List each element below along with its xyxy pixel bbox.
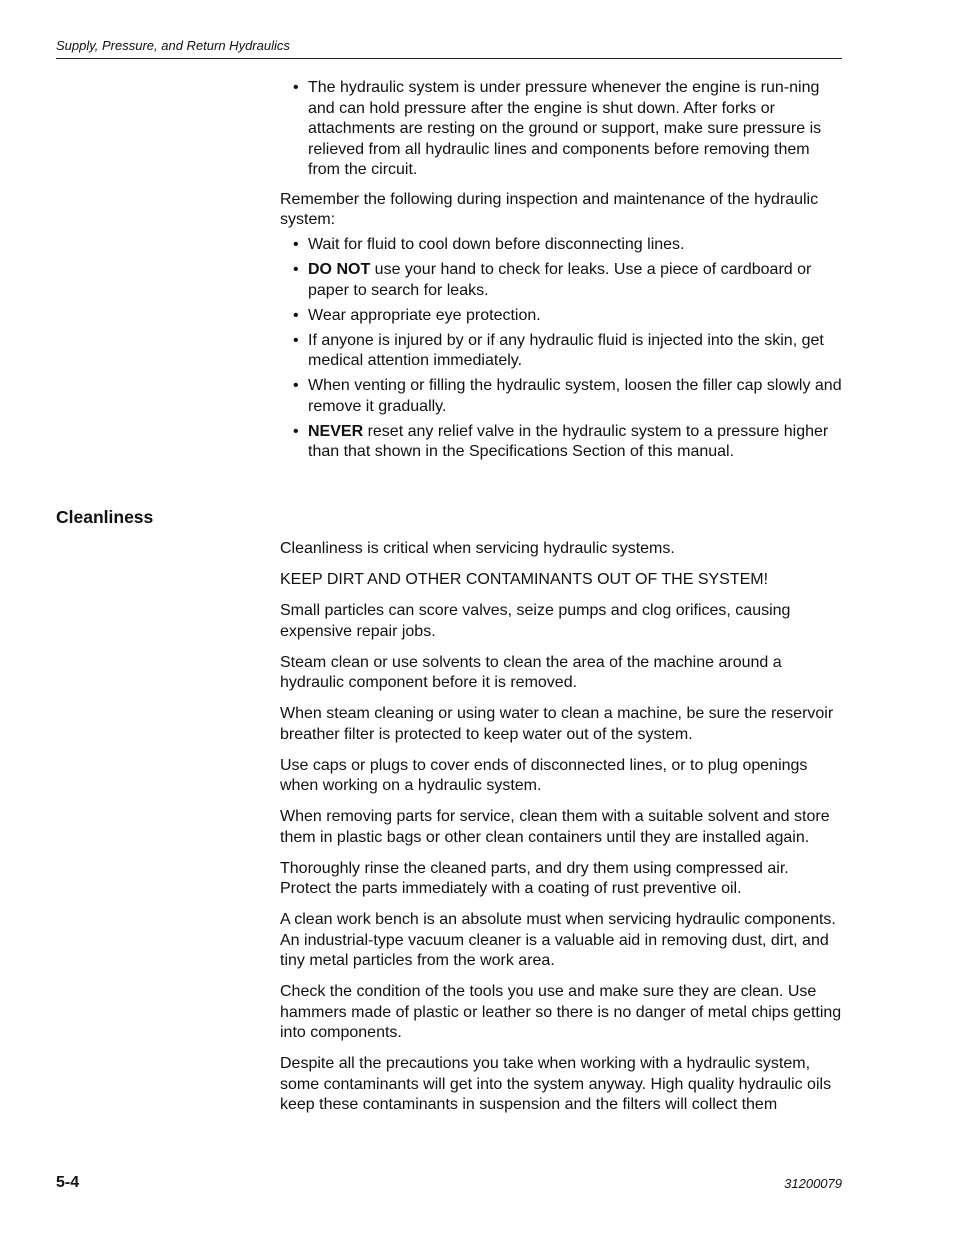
remember-intro: Remember the following during inspection and maintenance of the hydraulic system: — [280, 190, 819, 228]
paragraph: Steam clean or use solvents to clean the area of the machine around a hydraulic component before it is removed. — [280, 653, 782, 691]
bullet-pressure: • The hydraulic system is under pressure whenever the engine is run-ning and can hold pressure after the engine is shut down. After forks or attachments are resting on the ground or support, make sure pressure is relieved from all hydraulic lines and components before removing them from the circuit. — [280, 78, 842, 181]
cleanliness-body — [280, 539, 842, 1126]
paragraph: Use caps or plugs to cover ends of disconnected lines, or to plug openings when working on a hydraulic system. — [280, 756, 808, 794]
paragraph: When steam cleaning or using water to clean a machine, be sure the reservoir breather filter is protected to keep water out of the system. — [280, 705, 834, 743]
bullet-item: • Wait for fluid to cool down before disconnecting lines. — [280, 235, 842, 256]
bullet-item: • If anyone is injured by or if any hydraulic fluid is injected into the skin, get medical attention immediately. — [280, 331, 842, 372]
paragraph: Check the condition of the tools you use and make sure they are clean. Use hammers made of plastic or leather so there is no danger of metal chips getting into components. — [280, 983, 842, 1041]
paragraph: Despite all the precautions you take when working with a hydraulic system, some contaminants will get into the system anyway. High quality hydraulic oils keep these contaminants in suspension and the filters will collect them — [280, 1055, 832, 1113]
bullet-item: • NEVER reset any relief valve in the hydraulic system to a pressure higher than that shown in the Specifications Section of this manual. — [280, 422, 842, 463]
paragraph: KEEP DIRT AND OTHER CONTAMINANTS OUT OF THE SYSTEM! — [280, 571, 769, 588]
running-header-title: Supply, Pressure, and Return Hydraulics — [56, 38, 290, 53]
page-number: 5-4 — [56, 1174, 80, 1191]
bullet-item: • When venting or filling the hydraulic system, loosen the filler cap slowly and remove it gradually. — [280, 376, 842, 417]
bullet-item: • DO NOT use your hand to check for leaks. Use a piece of cardboard or paper to search for leaks. — [280, 260, 842, 301]
bullet-item: • Wear appropriate eye protection. — [280, 306, 842, 327]
paragraph: A clean work bench is an absolute must when servicing hydraulic components. An industrial-type vacuum cleaner is a valuable aid in removing dust, dirt, and tiny metal particles from the work area. — [280, 911, 836, 969]
section-heading-cleanliness: Cleanliness — [56, 507, 154, 527]
warnings-block — [280, 78, 842, 467]
paragraph: Cleanliness is critical when servicing hydraulic systems. — [280, 540, 675, 557]
document-number: 31200079 — [784, 1176, 842, 1191]
paragraph: Thoroughly rinse the cleaned parts, and dry them using compressed air. Protect the parts immediately with a coating of rust preventive oil. — [280, 859, 789, 897]
paragraph: When removing parts for service, clean them with a suitable solvent and store them in plastic bags or other clean containers until they are installed again. — [280, 808, 830, 846]
paragraph: Small particles can score valves, seize pumps and clog orifices, causing expensive repair jobs. — [280, 602, 791, 640]
running-header — [56, 38, 842, 59]
